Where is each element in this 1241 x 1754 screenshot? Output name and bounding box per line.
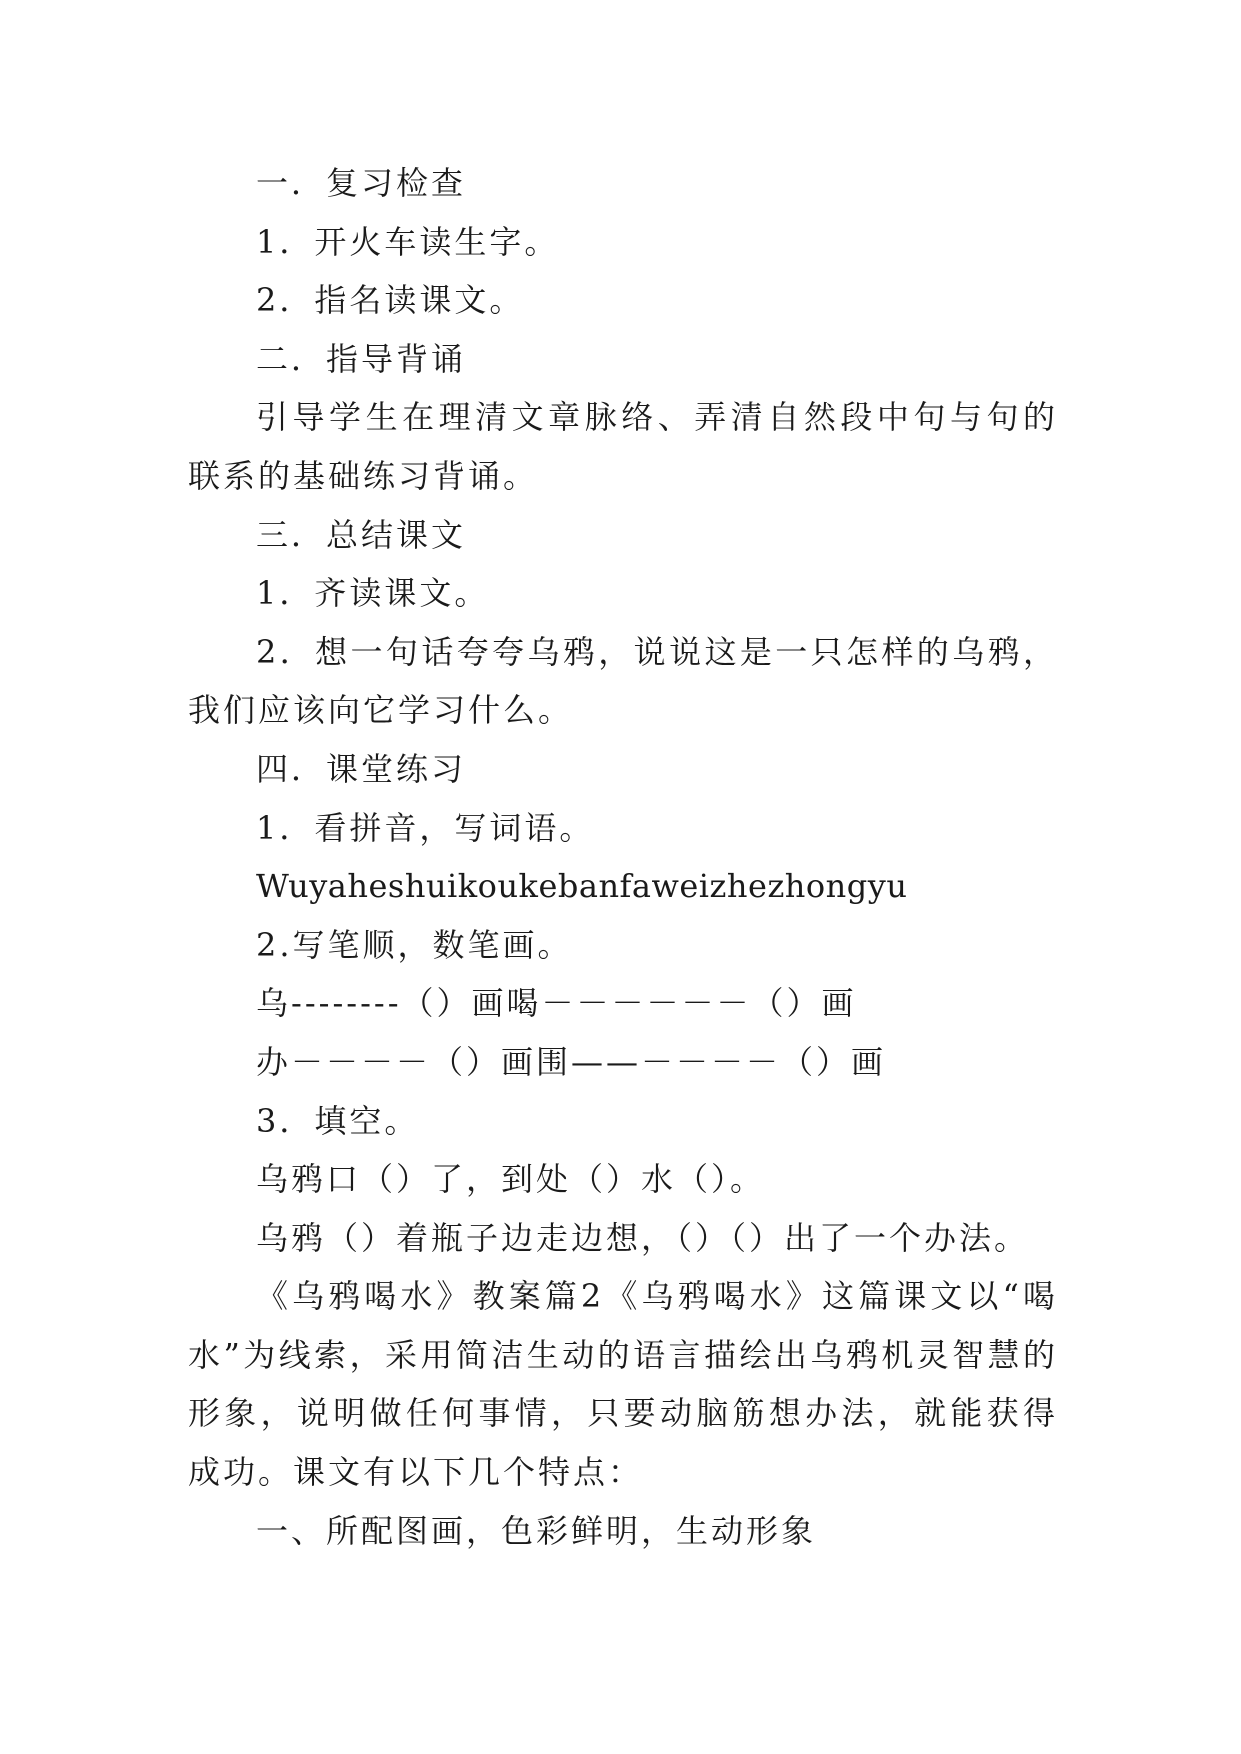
- practice-item-1: 1．看拼音，写词语。: [256, 808, 595, 847]
- stroke-line-1: 乌--------（）画喝－－－－－－（）画: [256, 984, 857, 1023]
- feature-heading-1: 一、所配图画，色彩鲜明，生动形象: [256, 1511, 817, 1550]
- stroke-line-2: 办－－－－（）画围——－－－－（）画: [256, 1042, 887, 1081]
- pinyin-line: Wuyaheshuikoukebanfaweizhezhongyu: [256, 867, 908, 906]
- document-body: [188, 154, 1058, 1560]
- practice-item-2: 2.写笔顺，数笔画。: [256, 925, 573, 964]
- recite-paragraph: 引导学生在理清文章脉络、弄清自然段中句与句的联系的基础练习背诵。: [188, 398, 1058, 495]
- section-heading-summary: 三．总结课文: [256, 515, 467, 554]
- fill-blank-line-2: 乌鸦（）着瓶子边走边想，（）（）出了一个办法。: [256, 1218, 1030, 1257]
- summary-item-2: 2．想一句话夸夸乌鸦，说说这是一只怎样的乌鸦，我们应该向它学习什么。: [188, 632, 1058, 730]
- practice-item-3: 3．填空。: [256, 1101, 420, 1140]
- review-item-1: 1．开火车读生字。: [256, 222, 560, 261]
- section-heading-review: 一．复习检查: [256, 164, 467, 202]
- lesson2-paragraph: 《乌鸦喝水》教案篇2《乌鸦喝水》这篇课文以“喝水”为线索，采用简洁生动的语言描绘出乌鸦机灵智慧的形象，说明做任何事情，只要动脑筋想办法，就能获得成功。课文有以下几个特点：: [188, 1277, 1058, 1492]
- section-heading-recite: 二．指导背诵: [256, 339, 467, 378]
- section-heading-practice: 四．课堂练习: [256, 749, 467, 788]
- review-item-2: 2．指名读课文。: [256, 281, 525, 320]
- fill-blank-line-1: 乌鸦口（）了，到处（）水（）。: [256, 1160, 766, 1199]
- summary-item-1: 1．齐读课文。: [256, 574, 490, 613]
